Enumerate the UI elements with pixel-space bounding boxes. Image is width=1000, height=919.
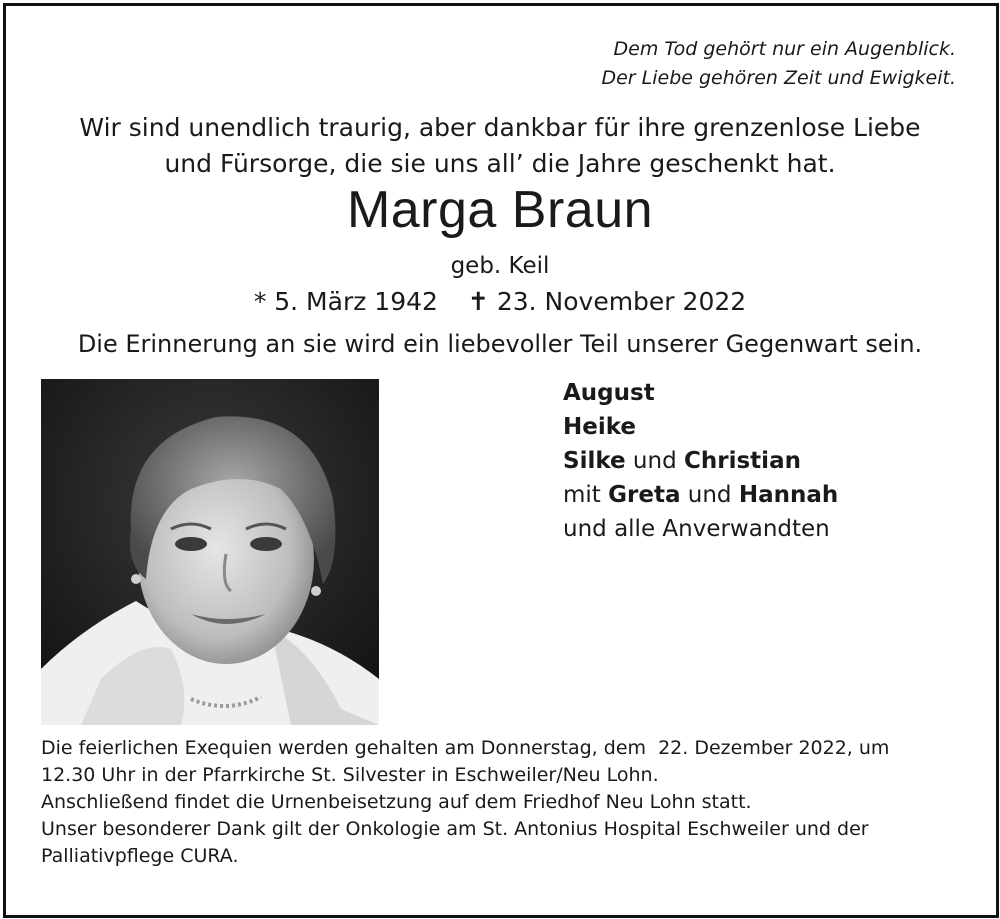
deceased-name: Marga Braun (346, 181, 654, 239)
service-info (41, 735, 889, 870)
service-line-5: Palliativpflege CURA. (41, 845, 239, 867)
cross-icon: ✝ (467, 287, 489, 316)
quote-line-2: Der Liebe gehören Zeit und Ewigkeit. (601, 67, 956, 89)
mourner-greta-hannah: mit Greta und Hannah (563, 482, 839, 508)
portrait-photo (41, 379, 379, 725)
intro-line-2: und Fürsorge, die sie uns all’ die Jahre geschenkt hat. (164, 149, 836, 178)
portrait-illustration (41, 379, 379, 725)
service-line-4: Unser besonderer Dank gilt der Onkologie am St. Antonius Hospital Eschweiler und der (41, 818, 869, 840)
service-line-3: Anschließend findet die Urnenbeisetzung auf dem Friedhof Neu Lohn statt. (41, 791, 752, 813)
mourner-august: August (563, 380, 655, 406)
mourner-silke-christian: Silke und Christian (563, 448, 801, 474)
life-dates (0, 287, 1000, 316)
memory-line: Die Erinnerung an sie wird ein liebevoller Teil unserer Gegenwart sein. (77, 330, 923, 358)
intro-line-1: Wir sind unendlich traurig, aber dankbar für ihre grenzenlose Liebe (79, 113, 921, 142)
birth-name: geb. Keil (450, 253, 550, 279)
service-line-2: 12.30 Uhr in der Pfarrkirche St. Silvester in Eschweiler/Neu Lohn. (41, 764, 659, 786)
mourners-list (563, 376, 838, 546)
birth-date: * 5. März 1942 (253, 287, 438, 316)
death-date: 23. November 2022 (496, 287, 747, 316)
mourner-heike: Heike (563, 414, 637, 440)
quote-line-1: Dem Tod gehört nur ein Augenblick. (613, 38, 956, 60)
service-line-1: Die feierlichen Exequien werden gehalten am Donnerstag, dem 22. Dezember 2022, um (41, 737, 890, 759)
mourner-relatives: und alle Anverwandten (563, 516, 830, 542)
intro-text (0, 110, 1000, 182)
